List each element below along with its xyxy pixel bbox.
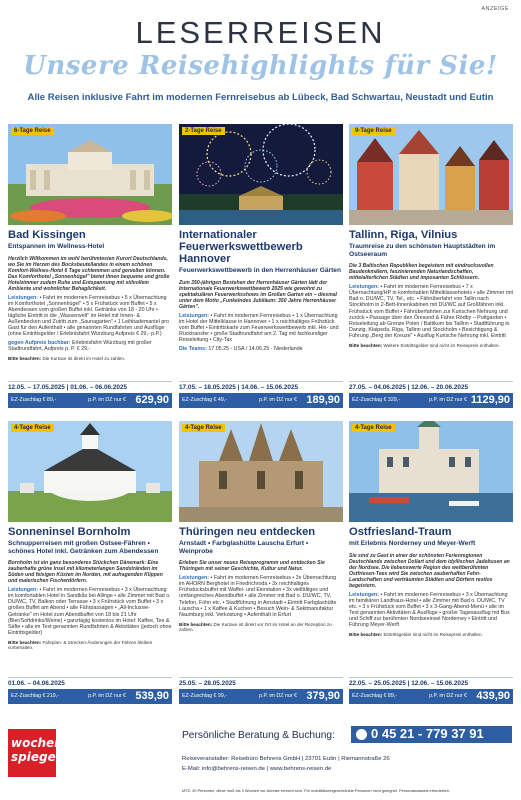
travel-dates: 25.05. – 28.05.2025 [179,677,343,687]
card-services [8,295,172,338]
card-intro: Die 3 Baltischen Republiken begeistern mit eindrucksvollen Baudenkmälern, faszinierenden Naturlandschaften, mittelalterlichen Städten und imposanten Schlössern. [349,263,494,282]
services-text: • Fahrt im modernen Fernreisebus • 5 x Übernachtung im Komforthotel „Sonnenhügel" • 5 x Frühstück vom Buffet • 5 x Abendessen vom großen Buffet inkl. Getränke von 18 - 20 Uhr • tägliche Eintritt in die „Wasserwelt" im Hotel mit Innen- & Außenbecken und Zutritt zum „Saunagarten" • 1 Leihbademantel pro Gast für den Aufenthalt • alle genannten Rundfahrten und Ausflüge (ohne Eintrittsgelder / Erlebnisfahrt Würzburg Aufpreis € 29,- p.P.) [8,294,169,338]
photo-hannover [179,124,343,225]
services-label: Leistungen: [349,591,380,598]
duration-badge: 9-Tage Reise [352,127,395,135]
card-note [349,343,513,348]
travel-dates: 17.05. – 18.05.2025 | 14.06. – 15.06.2025 [179,381,343,391]
wochenspiegel-logo [8,729,63,777]
travel-dates: 01.06. – 04.06.2025 [8,677,172,687]
price-prefix: p.P. im DZ nur € [259,397,297,403]
page-title: LESERREISEN [135,15,386,50]
card-subtitle: Arnstadt • Farbglashütte Lauscha Erfurt • Weinprobe [179,540,309,555]
price-value: 439,90 [476,690,510,702]
price-value: 539,90 [135,690,169,702]
logo-line2: spiegel [11,750,60,764]
services-text: • Fahrt im modernen Fernreisebus • 1 x Übernachtung im Hotel der Mittelklasse in Hannover • 1 x reichhaltiges Frühstück vom Buffet • Eintrittskarte zum Feuerwerkswettbewerb inkl. Hin- und Rücktransfer • große Stadtrundfahrt am 2. Tag mit fachkundiger Reiseleitung • City-Tax [179,312,339,343]
logo-line1: wochen [11,736,63,750]
photo-bornholm [8,421,172,522]
price-prefix: p.P. im DZ nur € [429,397,467,403]
photo-baltikum [349,124,513,225]
card-intro: Zum 350-jährigen Bestehen der Herrenhäuser Gärten lädt der Internationale Feuerwerkswettbewerb 2025 wie gewohnt zu spektakulären Feuerwerksshows im Großen Garten ein – diesmal unter dem Motto „Funkelndes Jubiläum: 350 Jahre Herrenhäuser Gärten". [179,279,337,310]
photo-ostfriesland [349,421,513,522]
card-intro: Sie sind zu Gast in einer der schönsten Ferienregionen Deutschlands zwischen Dollart und dem idyllischen Jadebusen an der Nordsee. Die liebenswerte Region des weltberühmten Ostfriesen-Tees wird Sie zwischen zauberhaften Fehn-Landschaften und verträumten Städten und Dörfern restlos begeistern. [349,552,510,589]
card-note [8,640,172,651]
note-text: Die Kurtaxe ist direkt im Hotel zu zahlen. [42,356,126,362]
anzeige-label: ANZEIGE [481,6,509,12]
note-label: Bitte beachten: [179,621,213,627]
price-bar[interactable] [179,393,343,408]
services-text: • Fahrt im modernen Fernreisebus • 3x Übernachtung im AHORN Berghotel in Friedrichroda • 3x reichhaltiges Frühstücksbuffet mit Waffel- und Eierstation • 3x vielfältiges und umfangreiches Abendbuffet • alle Zimmer mit Bad o. DU/WC, TV, Telefon, Föhn etc. • Stadtführung in Arnstadt • Eintritt Farbglashütte Lauscha • 1 x Kaffee & Kuchen • Besuch Wein- & Sektmanufaktur Naumburg inkl. Verkostung • Aufenthalt in Erfurt [179,575,337,618]
note-text: Fahrplan- & Strecken-Änderungen der Fähren bleiben vorbehalten. [8,639,153,651]
price-prefix: p.P. im DZ nur € [429,693,467,699]
price-bar[interactable] [8,689,172,704]
duration-badge: 4-Tage Reise [352,424,395,432]
single-supplement: EZ-Zuschlag € 89,- [11,397,57,403]
extra-label: gegen Aufpreis buchbar: [8,340,71,347]
note-label: Bitte beachten: [8,639,42,645]
erfurt-image [179,421,343,522]
services-label: Leistungen: [8,294,39,301]
bad-kissingen-image [8,124,172,225]
single-supplement: EZ-Zuschlag € 329,- [352,397,400,403]
card-services [179,575,343,618]
services-text: • Fahrt im modernen Fernreisebus • 7 x Übernachtung/HP in komfortablen Mittelklassehotels • alle Zimmer mit Bad o. DU/WC, TV, Tel., etc. • Fährüberfahrt von Tallin nach Stockholm in 2-Bett-Innenkabinen mit DU/WC auf Großfähren inkl. Frühstück vom Buffet • Fährüberfahrten zur Kurischen Nehrung und zurück • Passage über den Öresund & Fähre Rödby – Puttgarden • Reiseleitung ab Grenze Polen / Baltikum bis Tallinn • Stadtführung in Danzig, Klaipeda, Riga, Tallinn und Stockholm • Besichtigung & Führung „Berg der Kreuze" • Ausflug Kurische Nehrung inkl. Eintritt [349,284,513,339]
card-extra [8,340,172,352]
phone-number: 0 45 21 - 779 37 91 [371,726,484,741]
price-bar[interactable] [349,393,513,408]
card-subtitle: mit Erlebnis Norderney und Meyer-Werft [349,540,476,547]
price-value: 379,90 [306,690,340,702]
card-subtitle: Entspannen im Wellness-Hotel [8,243,105,250]
duration-badge: 4-Tage Reise [182,424,225,432]
card-services [349,284,513,339]
note-text: Weitere Eintrittsgelder sind nicht im Reisepreis enthalten. [383,343,500,349]
card-services [8,587,172,636]
card-title: Thüringen neu entdecken [179,526,316,538]
travel-dates: 12.05. – 17.05.2025 | 01.06. – 06.06.2025 [8,381,172,391]
card-subtitle: Schnupperreisen mit großen Ostsee-Fähren • schönes Hotel inkl. Getränken zum Abendessen [8,540,159,555]
services-label: Leistungen: [179,575,210,582]
price-prefix: p.P. im DZ nur € [259,693,297,699]
script-headline: Unsere Reisehighlights für Sie! [23,51,498,81]
card-subtitle: Feuerwerkswettbewerb in den Herrenhäuser Gärten [179,267,341,274]
travel-card-ostfriesland[interactable] [349,421,513,710]
card-extra [179,346,343,352]
price-prefix: p.P. im DZ nur € [88,397,126,403]
card-note [179,622,343,633]
card-title: Tallinn, Riga, Vilnius [349,229,458,241]
travel-card-bornholm[interactable] [8,421,172,710]
card-services [349,592,513,629]
phone-number-box[interactable] [351,726,512,743]
card-title: Bad Kissingen [8,229,86,241]
price-bar[interactable] [8,393,172,408]
duration-badge: 6-Tage Reise [11,127,54,135]
single-supplement: EZ-Zuschlag € 219,- [11,693,59,699]
photo-thueringen [179,421,343,522]
header-subtitle: Alle Reisen inklusive Fahrt im modernen Fernreisebus ab Lübeck, Bad Schwartau, Neustadt und Eutin [27,92,494,103]
travel-dates: 22.05. – 25.05.2025 | 12.06. – 15.06.2025 [349,677,513,687]
extra-text: 17.05.25 - USA / 14.06.25 - Niederlande [208,346,303,353]
card-title: Sonneninsel Bornholm [8,526,131,538]
price-bar[interactable] [349,689,513,704]
single-supplement: EZ-Zuschlag € 99,- [182,693,228,699]
duration-badge: 4-Tage Reise [11,424,54,432]
price-value: 189,90 [306,394,340,406]
card-subtitle: Traumreise zu den schönsten Hauptstädten im Ostseeraum [349,243,496,258]
services-text: • Fahrt im modernen Fernreisebus • 3 x Übernachtung im komfortablen Hotel in Sandkås bei Allinge • alle Zimmer mit Bad o. DU/WC, TV, Balkon oder Terrasse • 3 x Frühstück vom Buffet • 3 x großes Buffet am Abend • alle Fährpassagen • „All-Inclusive-Getränke" im Hotel zum Abendbuffet von 18 bis 21 Uhr (Bier/Softdrinks/Weine) • ganztägig kostenlos im Hotel: Kaffee, Tee & Säfte • alle im Text genannten Rundfahrten & Aktivitäten (jedoch ohne Eintrittsgelder) [8,587,172,636]
travel-dates: 27.05. – 04.06.2025 | 12.06. – 20.06.2025 [349,381,513,391]
travel-card-baltikum[interactable] [349,124,513,414]
leer-harbour-image [349,421,513,522]
note-text: Eintrittsgelder sind nicht im Reisepreis enthalten. [383,632,483,638]
fireworks-image [179,124,343,225]
riga-image [349,124,513,225]
price-bar[interactable] [179,689,343,704]
duration-badge: 2-Tage Reise [182,127,225,135]
card-intro: Bornholm ist ein ganz besonderes Stückchen Dänemark: Eine zauberhafte grüne Insel mit kilometerlangen Sandstränden im Süden und felsigen Küsten im Norden, mit aufragenden Klippen und malerischen Fischerdörfern. [8,560,163,585]
card-note [8,356,172,361]
note-label: Bitte beachten: [8,356,42,362]
price-value: 629,90 [135,394,169,406]
extra-text: Erlebnisfahrt Würzburg mit großer Stadtrundfahrt, Aufpreis p. P. € 29,- [8,340,152,353]
extra-label: Die Teams: [179,346,207,353]
card-intro: Erleben Sie unser neues Reiseprogramm und entdecken Sie Thüringen mit seiner Geschichte, Kultur und Natur. [179,560,325,573]
bornholm-image [8,421,172,522]
travel-card-bad-kissingen[interactable] [8,124,172,414]
footer [0,712,521,800]
card-services [179,313,343,343]
contact-email[interactable]: E-Mail: info@behrens-reisen.de | www.behrens-reisen.de [182,766,332,772]
price-value: 1129,90 [470,394,510,406]
card-title: Ostfriesland-Traum [349,526,452,538]
travel-card-hannover[interactable] [179,124,343,414]
note-label: Bitte beachten: [349,343,383,349]
phone-icon [356,729,367,740]
card-note [349,632,513,637]
card-intro: Herzlich Willkommen im wohl berühmtesten Kurort Deutschlands, wo Sie im Herzen des Bocksbeutellandes in einem schönen Komfort-Wellnes-Hotel 6 Tage schlemmen und genießen können. Das Komforthotel „Sonnenhügel" bietet ihnen bequeme und große Hotelzimmer zudem Ruhe und Entspannung mit stilvollem Ambiente und wohnlicher Behaglichkeit. [8,255,170,292]
disclaimer: MTZ: 30 Personen, diese muß bis 3 Wochen vor Anreise erreicht sein. Für mobilitätseingeschränkte Personen nicht geeignet. Personalausweis erforderlich. [182,788,451,793]
card-title: Internationaler Feuerwerkswettbewerb Hannover [179,229,303,265]
photo-bad-kissingen [8,124,172,225]
note-label: Bitte beachten: [349,632,383,638]
price-prefix: p.P. im DZ nur € [88,693,126,699]
organizer-info: Reiseveranstalter: Reisebüro Behrens GmbH | 23701 Eutin | Riemannstraße 26 [182,756,390,762]
services-label: Leistungen: [8,587,39,594]
consulting-label: Persönliche Beratung & Buchung: [182,730,335,741]
note-text: Die Kurtaxe ist direkt vor Ort im Hotel an der Rezeption zu zahlen. [179,621,332,633]
services-label: Leistungen: [349,284,380,291]
services-label: Leistungen: [179,312,210,319]
single-supplement: EZ-Zuschlag € 49,- [182,397,228,403]
single-supplement: EZ-Zuschlag € 89,- [352,693,398,699]
travel-card-thueringen[interactable] [179,421,343,710]
services-text: • Fahrt im modernen Fernreisebus • 3 x Übernachtung im familiären Landhaus-Hotel • alle Zimmer mit Bad o. DU/WC, TV etc. • 3 x Frühstück vom Buffet • 3 x 3-Gang-Abend-Menü • alle im Text genannten Aktivitäten & Ausflüge • großer Tagesausflug mit Bus und Schiff zur berühmten Nordseeinsel Norderney • Eintritt und Führung Meyer-Werft [349,591,510,629]
